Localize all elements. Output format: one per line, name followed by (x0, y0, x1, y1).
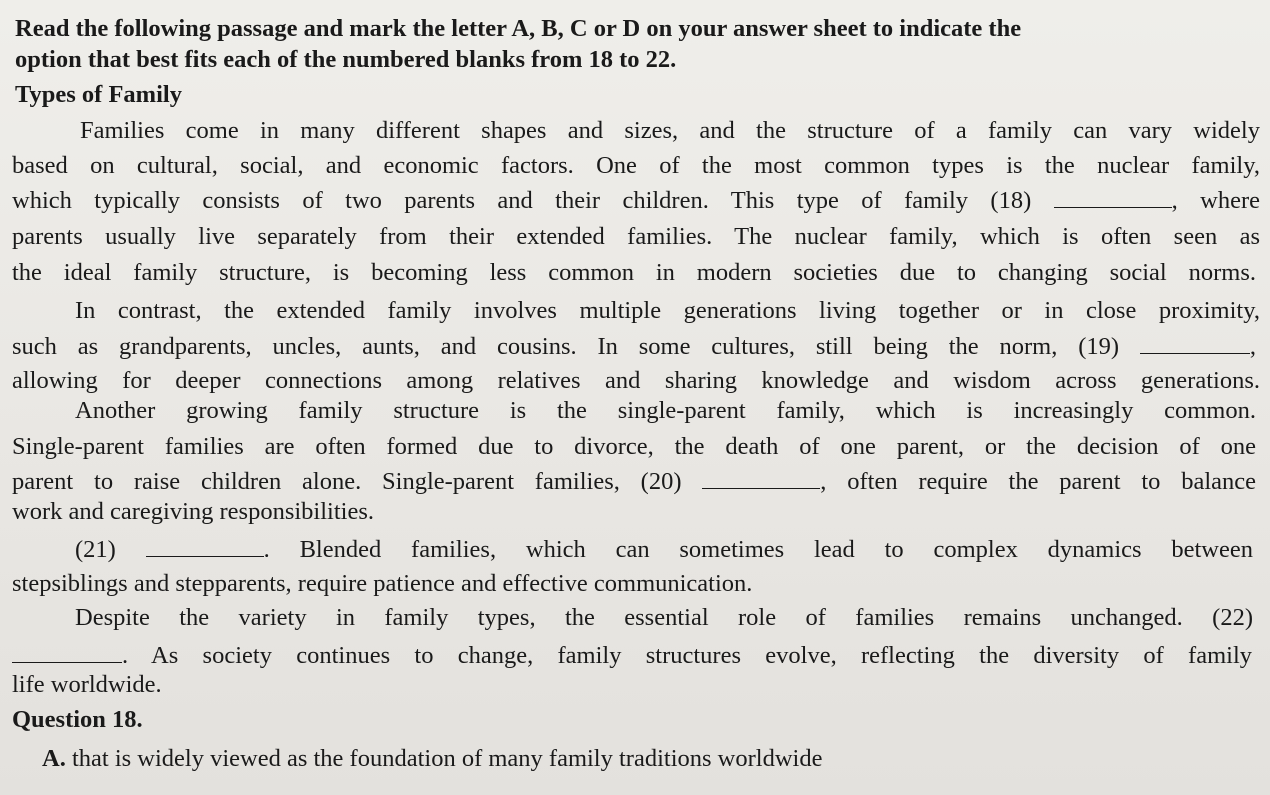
passage-p2-line-1: In contrast, the extended family involves multiple generations living together or in close proximity, (75, 297, 1260, 324)
passage-title: Types of Family (15, 81, 182, 108)
passage-p1-line-1: Families come in many different shapes and sizes, and the structure of a family can vary widely (80, 117, 1260, 144)
passage-p1-line-3-tail: , where (1171, 187, 1261, 214)
passage-p3-line-4: work and caregiving responsibilities. (12, 498, 374, 525)
passage-p5-line-1: Despite the variety in family types, the essential role of families remains unchanged. (22) (75, 604, 1253, 631)
passage-p3-line-2: Single-parent families are often formed due to divorce, the death of one parent, or the decision of one (12, 433, 1256, 460)
option-a-letter: A. (42, 745, 66, 772)
passage-p3-line-1: Another growing family structure is the single-parent family, which is increasingly common. (75, 397, 1256, 424)
passage-p5-line-2-text: . As society continues to change, family structures evolve, reflecting the diversity of family (122, 642, 1252, 669)
passage-p3-line-3-text: parent to raise children alone. Single-parent families, (20) (12, 468, 682, 495)
passage-p4-line-1-tail: . Blended families, which can sometimes lead to complex dynamics between (263, 536, 1253, 563)
passage-p2-line-2-text: such as grandparents, uncles, aunts, and cousins. In some cultures, still being the norm, (19) (12, 333, 1120, 360)
option-a[interactable] (42, 744, 822, 774)
option-a-text: that is widely viewed as the foundation of many family traditions worldwide (71, 745, 823, 772)
passage-p1-line-4: parents usually live separately from their extended families. The nuclear family, which is often seen as (12, 223, 1260, 250)
blank-18 (1054, 189, 1172, 208)
blank-20 (702, 470, 820, 489)
passage-p5-line-3: life worldwide. (12, 671, 162, 698)
passage-p4-line-1 (75, 535, 1253, 565)
passage-p1-line-3 (12, 186, 1260, 216)
instructions-line-2: option that best fits each of the numbered blanks from 18 to 22. (15, 46, 677, 73)
blank-22 (12, 644, 122, 663)
passage-p2-line-2-tail: , (1249, 333, 1256, 360)
passage-p1-line-5: the ideal family structure, is becoming less common in modern societies due to changing social norms. (12, 259, 1256, 286)
instructions-line-1: Read the following passage and mark the letter A, B, C or D on your answer sheet to indicate the (15, 15, 1022, 42)
passage-p4-line-2: stepsiblings and stepparents, require patience and effective communication. (12, 570, 753, 597)
blank-21 (146, 538, 264, 557)
passage-p4-blank-label: (21) (75, 536, 116, 563)
passage-p2-line-2 (12, 332, 1256, 362)
passage-p3-line-3-tail: , often require the parent to balance (820, 468, 1256, 495)
passage-p5-line-2 (12, 641, 1252, 671)
passage-p1-line-2: based on cultural, social, and economic factors. One of the most common types is the nuclear family, (12, 152, 1260, 179)
passage-p3-line-3 (12, 467, 1256, 497)
passage-p2-line-3: allowing for deeper connections among relatives and sharing knowledge and wisdom across generations. (12, 367, 1260, 394)
blank-19 (1140, 335, 1250, 354)
passage-p1-line-3-text: which typically consists of two parents and their children. This type of family (18) (12, 187, 1032, 214)
question-label: Question 18. (12, 706, 143, 733)
